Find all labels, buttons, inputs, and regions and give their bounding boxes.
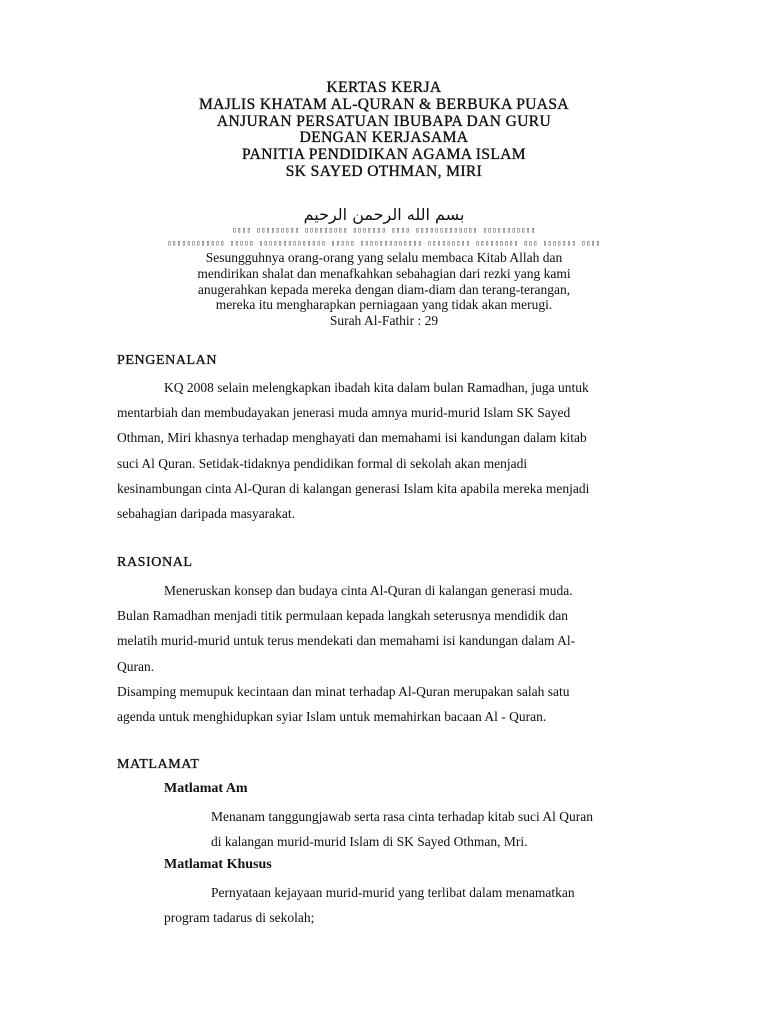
section-heading-matlamat: MATLAMAT [117,757,200,772]
subheading-matlamat-am: Matlamat Am [164,781,248,796]
rasional-paragraph [117,578,677,729]
surah-reference: Surah Al-Fathir : 29 [329,313,439,329]
paragraph-line: kesinambungan cinta Al-Quran di kalangan generasi Islam kita apabila mereka menjadi [117,480,590,496]
ayat-glyph-row: ▯▯▯▯▯▯▯▯▯▯▯▯ ▯▯▯▯▯ ▯▯▯▯▯▯▯▯▯▯▯▯▯▯ ▯▯▯▯▯ ▯▯▯▯▯▯▯▯▯▯▯▯▯ ▯▯▯▯▯▯▯▯▯ ▯▯▯▯▯▯▯▯▯ ▯▯▯ ▯▯▯▯▯▯▯ ▯▯▯▯ [167,239,601,247]
paragraph-line: Bulan Ramadhan menjadi titik permulaan kepada langkah seterusnya mendidik dan [117,608,568,624]
ayat-translation [0,250,768,329]
translation-line: Sesungguhnya orang-orang yang selalu membaca Kitab Allah dan [205,250,563,265]
ayat-glyph-row: ▯▯▯▯ ▯▯▯▯▯▯▯▯▯ ▯▯▯▯▯▯▯▯▯ ▯▯▯▯▯▯▯ ▯▯▯▯ ▯▯▯▯▯▯▯▯▯▯▯▯▯ ▯▯▯▯▯▯▯▯▯▯▯ [232,226,536,234]
paragraph-line: di kalangan murid-murid Islam di SK Sayed Othman, Mri. [211,834,528,849]
document-title-block [0,80,768,181]
paragraph-line: Quran. [117,658,155,674]
paragraph-line: Meneruskan konsep dan budaya cinta Al-Quran di kalangan generasi muda. [164,583,573,598]
title-line: DENGAN KERJASAMA [299,129,469,147]
translation-line: mendirikan shalat dan menafkahkan sebahagian dari rezki yang kami [197,265,571,281]
paragraph-line: Othman, Miri khasnya terhadap menghayati dan memahami isi kandungan dalam kitab [117,430,587,446]
title-line: MAJLIS KHATAM AL-QURAN & BERBUKA PUASA [198,95,570,113]
section-heading-pengenalan: PENGENALAN [117,353,218,368]
subheading-matlamat-khusus: Matlamat Khusus [164,857,272,872]
paragraph-line: sebahagian daripada masyarakat. [117,506,296,522]
paragraph-line: agenda untuk menghidupkan syiar Islam untuk memahirkan bacaan Al - Quran. [117,709,547,725]
title-line: KERTAS KERJA [326,79,442,96]
title-line: SK SAYED OTHMAN, MIRI [285,162,483,180]
matlamat-khusus-paragraph [164,880,684,930]
title-line: PANITIA PENDIDIKAN AGAMA ISLAM [242,146,526,164]
paragraph-line: Menanam tanggungjawab serta rasa cinta terhadap kitab suci Al Quran [211,809,593,824]
paragraph-line: Pernyataan kejayaan murid-murid yang terlibat dalam menamatkan [211,885,575,900]
paragraph-line: Disamping memupuk kecintaan dan minat terhadap Al-Quran merupakan salah satu [117,683,570,699]
title-line: ANJURAN PERSATUAN IBUBAPA DAN GURU [216,112,552,130]
paragraph-line: KQ 2008 selain melengkapkan ibadah kita dalam bulan Ramadhan, juga untuk [164,380,589,395]
translation-line: anugerahkan kepada mereka dengan diam-diam dan terang-terangan, [197,281,571,297]
paragraph-line: mentarbiah dan membudayakan jenerasi muda amnya murid-murid Islam SK Sayed [117,405,571,421]
paragraph-line: program tadarus di sekolah; [164,910,315,925]
section-heading-rasional: RASIONAL [117,555,193,570]
pengenalan-paragraph [117,375,677,526]
paragraph-line: melatih murid-murid untuk terus mendekati dan memahami isi kandungan dalam Al- [117,633,576,649]
bismillah-text: بسم الله الرحمن الرحيم [303,205,465,224]
translation-line: mereka itu mengharapkan perniagaan yang tidak akan merugi. [215,297,553,313]
paragraph-line: suci Al Quran. Setidak-tidaknya pendidikan formal di sekolah akan menjadi [117,455,528,471]
matlamat-am-paragraph [164,804,684,854]
